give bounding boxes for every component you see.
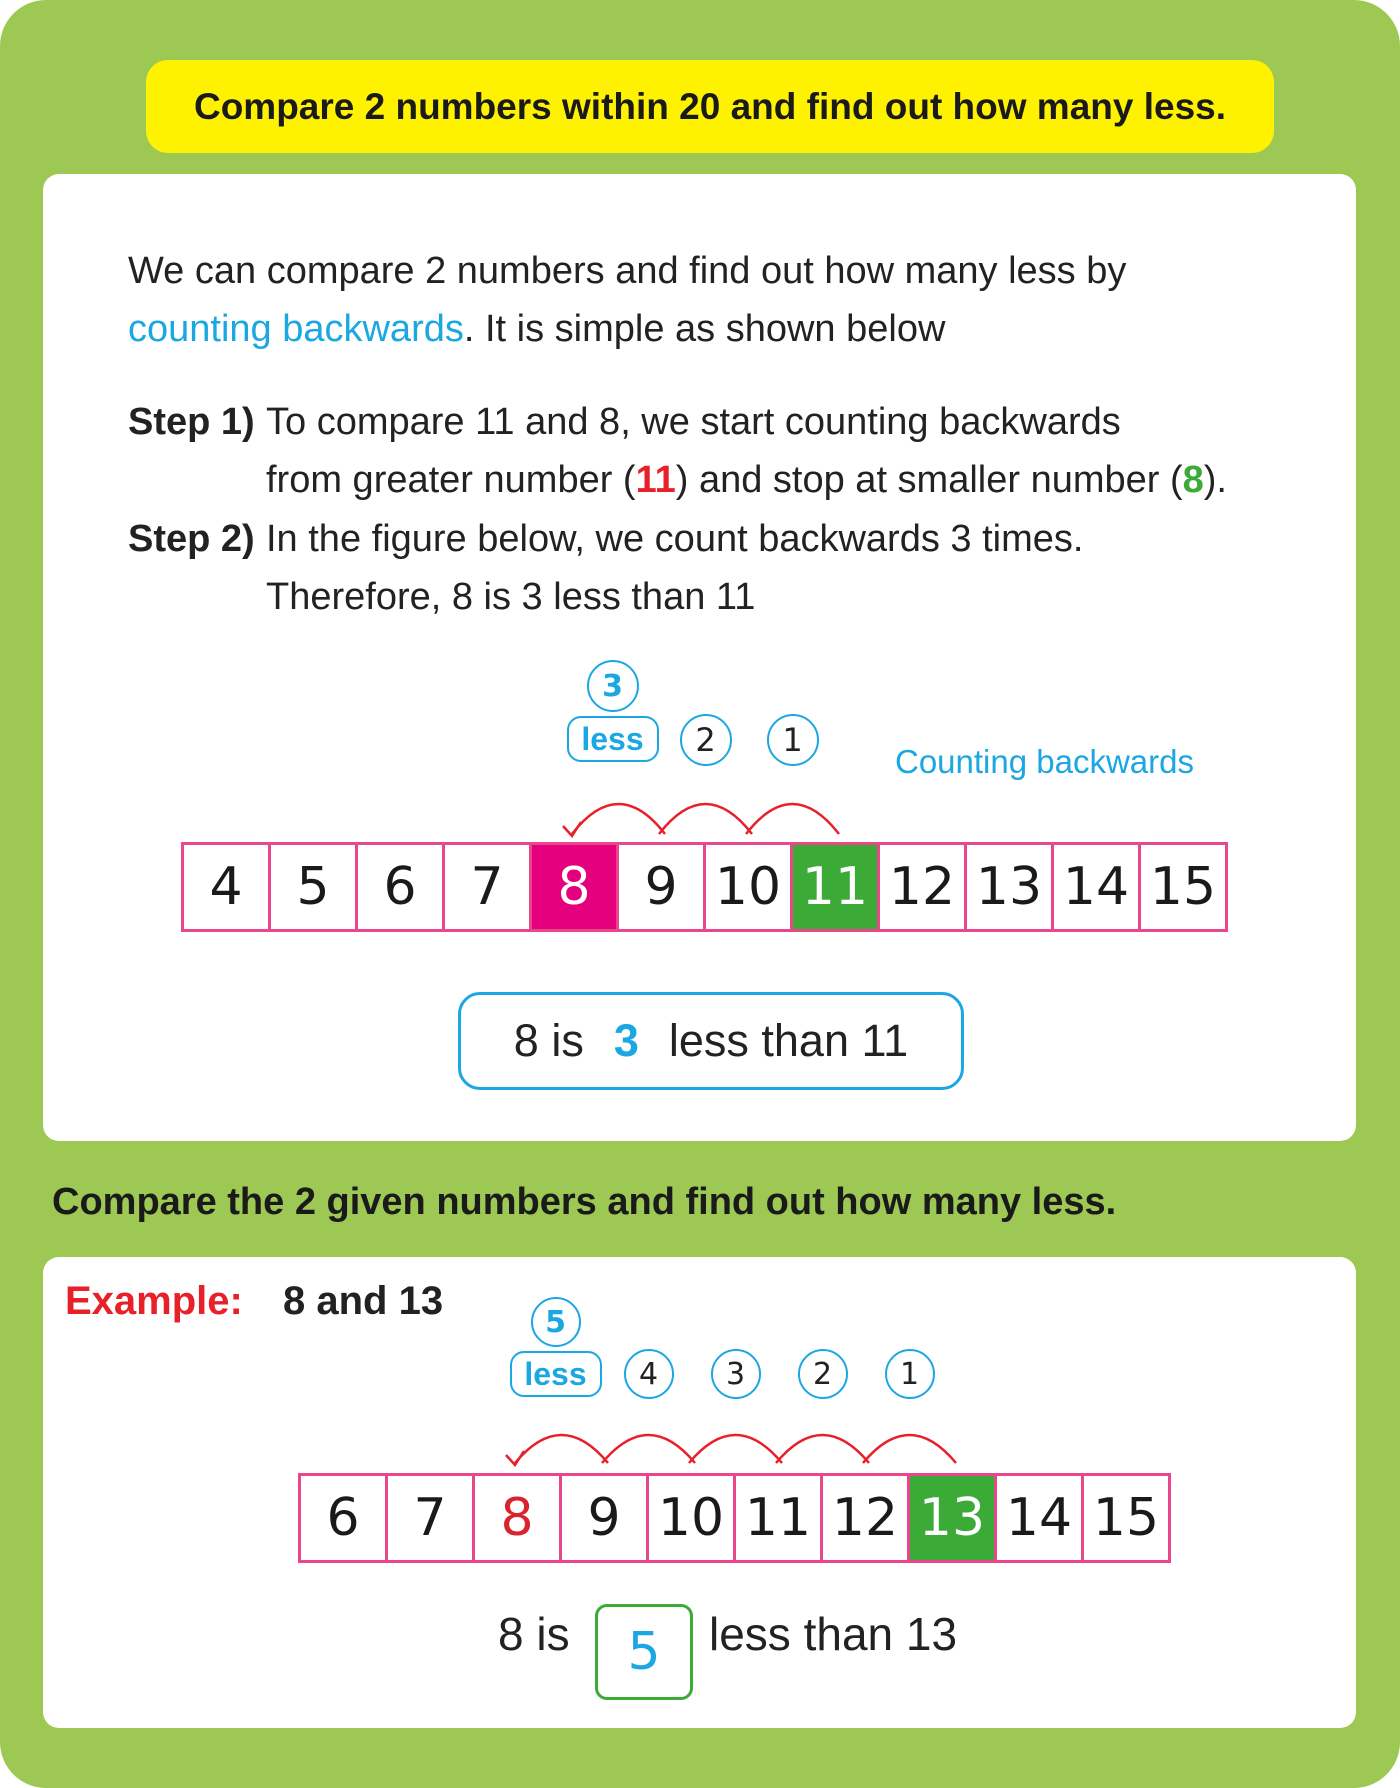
number-cell: 7 [385,1476,472,1560]
smaller-number: 8 [1182,459,1204,501]
intro-highlight: counting backwards [128,308,464,350]
greater-number-cell: 11 [790,845,877,929]
step-1-line1: To compare 11 and 8, we start counting backwards [266,401,1121,443]
number-cell: 15 [1081,1476,1168,1560]
number-cell: 15 [1138,845,1225,929]
backward-arc [689,1435,782,1463]
less-label: less [567,716,659,762]
example-answer-a: 8 is [498,1608,570,1660]
count-step-3: 3 [711,1349,761,1399]
number-cell: 10 [703,845,790,929]
number-cell: 9 [559,1476,646,1560]
backward-arc [572,804,665,834]
step-1-line2-c: ). [1203,459,1227,501]
step-1-line2-b: ) and stop at smaller number ( [675,459,1183,501]
number-cell: 4 [209,857,243,917]
answer-1-b: less than 11 [668,1015,909,1066]
explanation-card [43,174,1356,1141]
arrow-head [506,1451,524,1465]
example-label: Example: [65,1279,243,1323]
result-count-circle: 5 [531,1297,581,1347]
less-label: less [510,1351,602,1397]
step-2-label: Step 2) [128,518,255,560]
count-step-2: 2 [680,714,732,766]
number-strip-2 [298,1473,1171,1563]
exercise-section-title: Compare the 2 given numbers and find out how many less. [52,1181,1117,1223]
greater-number-cell: 13 [907,1476,994,1560]
number-cell: 13 [964,845,1051,929]
answer-1-a: 8 is [513,1015,584,1066]
number-cell: 12 [877,845,964,929]
smaller-number-cell: 8 [472,1476,559,1560]
count-step-1: 1 [885,1349,935,1399]
example-card [43,1257,1356,1728]
number-strip-1 [181,842,1228,932]
example-answer-b: less than 13 [709,1608,958,1660]
number-cell: 11 [733,1476,820,1560]
step-1-line2-a: from greater number ( [266,459,636,501]
step-1-label: Step 1) [128,401,255,443]
step-2-line1: In the figure below, we count backwards 3 times. [266,518,1084,560]
count-step-1: 1 [767,714,819,766]
answer-sentence-1 [458,992,964,1090]
count-step-4: 4 [624,1349,674,1399]
number-cell: 14 [994,1476,1081,1560]
example-answer-box[interactable]: 5 [595,1604,693,1700]
count-step-2: 2 [798,1349,848,1399]
number-cell: 6 [326,1488,360,1548]
backward-arc [602,1435,695,1463]
number-cell: 9 [616,845,703,929]
intro-line2: . It is simple as shown below [463,308,946,350]
number-cell: 10 [646,1476,733,1560]
counting-backwards-legend: Counting backwards [895,743,1194,780]
step-2-line2: Therefore, 8 is 3 less than 11 [266,576,756,618]
smaller-number-cell: 8 [529,845,616,929]
page-title: Compare 2 numbers within 20 and find out how many less. [146,60,1274,153]
greater-number: 11 [635,459,676,501]
backward-arc [746,804,839,834]
number-cell: 6 [355,845,442,929]
backward-arc [515,1435,608,1463]
backward-arc [776,1435,869,1463]
arrow-head [563,822,581,836]
backward-arc [863,1435,956,1463]
number-cell: 5 [268,845,355,929]
number-cell: 14 [1051,845,1138,929]
result-count-circle: 3 [587,660,639,712]
number-cell: 12 [820,1476,907,1560]
number-cell: 7 [442,845,529,929]
backward-arc [659,804,752,834]
example-pair: 8 and 13 [283,1279,444,1323]
answer-1-number: 3 [613,1015,639,1066]
intro-line1: We can compare 2 numbers and find out how many less by [128,250,1127,292]
